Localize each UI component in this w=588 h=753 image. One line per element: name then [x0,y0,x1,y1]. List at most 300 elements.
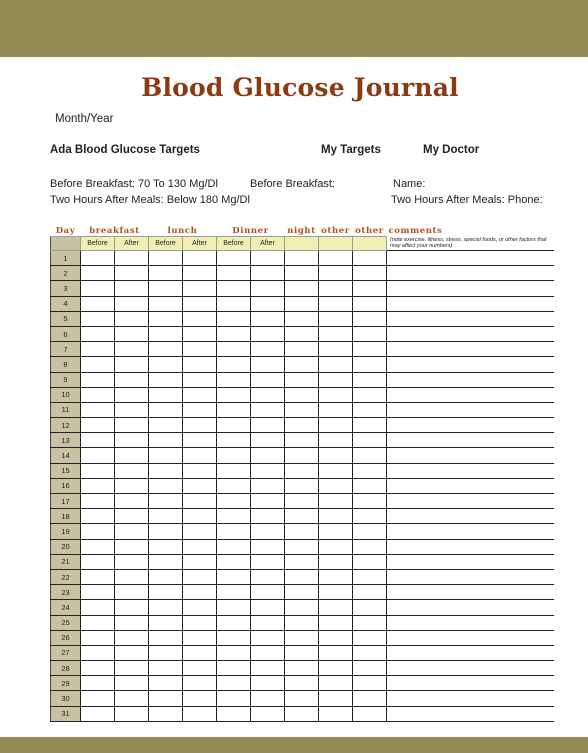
night-cell[interactable] [285,509,319,524]
breakfast-before-cell[interactable] [81,585,115,600]
comments-cell[interactable] [387,418,554,433]
other-1-cell[interactable] [319,372,353,387]
dinner-before-cell[interactable] [217,691,251,706]
lunch-after-cell[interactable] [183,615,217,630]
lunch-before-cell[interactable] [149,585,183,600]
other-2-cell[interactable] [353,539,387,554]
night-cell[interactable] [285,645,319,660]
lunch-before-cell[interactable] [149,281,183,296]
other-1-cell[interactable] [319,402,353,417]
other-1-cell[interactable] [319,326,353,341]
dinner-before-cell[interactable] [217,585,251,600]
dinner-after-cell[interactable] [251,706,285,721]
breakfast-before-cell[interactable] [81,251,115,266]
breakfast-after-cell[interactable] [115,585,149,600]
lunch-after-cell[interactable] [183,296,217,311]
lunch-before-cell[interactable] [149,676,183,691]
breakfast-after-cell[interactable] [115,372,149,387]
lunch-before-cell[interactable] [149,296,183,311]
other-1-cell[interactable] [319,478,353,493]
dinner-before-cell[interactable] [217,251,251,266]
other-1-cell[interactable] [319,433,353,448]
other-2-cell[interactable] [353,418,387,433]
lunch-after-cell[interactable] [183,463,217,478]
lunch-before-cell[interactable] [149,418,183,433]
breakfast-before-cell[interactable] [81,357,115,372]
comments-cell[interactable] [387,326,554,341]
other-1-cell[interactable] [319,615,353,630]
breakfast-before-cell[interactable] [81,661,115,676]
lunch-after-cell[interactable] [183,387,217,402]
other-1-cell[interactable] [319,706,353,721]
breakfast-after-cell[interactable] [115,554,149,569]
other-2-cell[interactable] [353,600,387,615]
night-cell[interactable] [285,676,319,691]
breakfast-before-cell[interactable] [81,326,115,341]
other-2-cell[interactable] [353,478,387,493]
dinner-after-cell[interactable] [251,433,285,448]
breakfast-after-cell[interactable] [115,433,149,448]
lunch-before-cell[interactable] [149,554,183,569]
comments-cell[interactable] [387,691,554,706]
other-2-cell[interactable] [353,342,387,357]
lunch-before-cell[interactable] [149,630,183,645]
other-2-cell[interactable] [353,448,387,463]
night-cell[interactable] [285,706,319,721]
dinner-after-cell[interactable] [251,600,285,615]
other-2-cell[interactable] [353,387,387,402]
other-2-cell[interactable] [353,661,387,676]
breakfast-after-cell[interactable] [115,600,149,615]
breakfast-before-cell[interactable] [81,706,115,721]
comments-cell[interactable] [387,433,554,448]
dinner-after-cell[interactable] [251,630,285,645]
other-1-cell[interactable] [319,342,353,357]
lunch-before-cell[interactable] [149,357,183,372]
breakfast-before-cell[interactable] [81,524,115,539]
breakfast-after-cell[interactable] [115,251,149,266]
breakfast-before-cell[interactable] [81,418,115,433]
dinner-after-cell[interactable] [251,645,285,660]
other-2-cell[interactable] [353,372,387,387]
breakfast-after-cell[interactable] [115,645,149,660]
breakfast-after-cell[interactable] [115,691,149,706]
night-cell[interactable] [285,433,319,448]
comments-cell[interactable] [387,524,554,539]
other-1-cell[interactable] [319,463,353,478]
dinner-after-cell[interactable] [251,463,285,478]
dinner-after-cell[interactable] [251,326,285,341]
comments-cell[interactable] [387,509,554,524]
night-cell[interactable] [285,524,319,539]
breakfast-after-cell[interactable] [115,311,149,326]
dinner-before-cell[interactable] [217,676,251,691]
other-1-cell[interactable] [319,645,353,660]
other-1-cell[interactable] [319,554,353,569]
other-2-cell[interactable] [353,433,387,448]
dinner-after-cell[interactable] [251,676,285,691]
other-2-cell[interactable] [353,357,387,372]
other-1-cell[interactable] [319,251,353,266]
dinner-before-cell[interactable] [217,524,251,539]
dinner-before-cell[interactable] [217,448,251,463]
comments-cell[interactable] [387,585,554,600]
lunch-before-cell[interactable] [149,615,183,630]
dinner-after-cell[interactable] [251,387,285,402]
comments-cell[interactable] [387,342,554,357]
lunch-after-cell[interactable] [183,524,217,539]
dinner-before-cell[interactable] [217,600,251,615]
other-1-cell[interactable] [319,691,353,706]
dinner-after-cell[interactable] [251,448,285,463]
other-2-cell[interactable] [353,494,387,509]
other-2-cell[interactable] [353,402,387,417]
dinner-before-cell[interactable] [217,281,251,296]
breakfast-before-cell[interactable] [81,569,115,584]
dinner-after-cell[interactable] [251,281,285,296]
night-cell[interactable] [285,281,319,296]
other-1-cell[interactable] [319,357,353,372]
other-1-cell[interactable] [319,509,353,524]
lunch-after-cell[interactable] [183,266,217,281]
other-2-cell[interactable] [353,615,387,630]
comments-cell[interactable] [387,357,554,372]
dinner-before-cell[interactable] [217,372,251,387]
night-cell[interactable] [285,615,319,630]
night-cell[interactable] [285,387,319,402]
dinner-after-cell[interactable] [251,615,285,630]
comments-cell[interactable] [387,645,554,660]
other-2-cell[interactable] [353,266,387,281]
breakfast-after-cell[interactable] [115,296,149,311]
lunch-after-cell[interactable] [183,342,217,357]
breakfast-after-cell[interactable] [115,524,149,539]
breakfast-after-cell[interactable] [115,266,149,281]
night-cell[interactable] [285,585,319,600]
dinner-before-cell[interactable] [217,494,251,509]
dinner-before-cell[interactable] [217,554,251,569]
lunch-before-cell[interactable] [149,524,183,539]
other-1-cell[interactable] [319,266,353,281]
breakfast-before-cell[interactable] [81,448,115,463]
night-cell[interactable] [285,251,319,266]
lunch-before-cell[interactable] [149,569,183,584]
dinner-before-cell[interactable] [217,539,251,554]
other-2-cell[interactable] [353,645,387,660]
lunch-after-cell[interactable] [183,539,217,554]
dinner-after-cell[interactable] [251,569,285,584]
other-2-cell[interactable] [353,296,387,311]
breakfast-after-cell[interactable] [115,281,149,296]
comments-cell[interactable] [387,539,554,554]
breakfast-before-cell[interactable] [81,691,115,706]
lunch-after-cell[interactable] [183,357,217,372]
dinner-before-cell[interactable] [217,478,251,493]
dinner-after-cell[interactable] [251,342,285,357]
other-2-cell[interactable] [353,585,387,600]
breakfast-after-cell[interactable] [115,387,149,402]
lunch-after-cell[interactable] [183,645,217,660]
comments-cell[interactable] [387,478,554,493]
lunch-before-cell[interactable] [149,661,183,676]
night-cell[interactable] [285,402,319,417]
night-cell[interactable] [285,326,319,341]
dinner-after-cell[interactable] [251,509,285,524]
dinner-after-cell[interactable] [251,691,285,706]
night-cell[interactable] [285,478,319,493]
lunch-before-cell[interactable] [149,326,183,341]
dinner-before-cell[interactable] [217,387,251,402]
night-cell[interactable] [285,311,319,326]
other-1-cell[interactable] [319,569,353,584]
comments-cell[interactable] [387,266,554,281]
dinner-before-cell[interactable] [217,418,251,433]
breakfast-after-cell[interactable] [115,342,149,357]
dinner-before-cell[interactable] [217,615,251,630]
breakfast-after-cell[interactable] [115,615,149,630]
breakfast-before-cell[interactable] [81,676,115,691]
night-cell[interactable] [285,494,319,509]
lunch-before-cell[interactable] [149,706,183,721]
lunch-before-cell[interactable] [149,266,183,281]
comments-cell[interactable] [387,311,554,326]
other-1-cell[interactable] [319,311,353,326]
lunch-after-cell[interactable] [183,251,217,266]
dinner-after-cell[interactable] [251,296,285,311]
lunch-after-cell[interactable] [183,448,217,463]
dinner-before-cell[interactable] [217,266,251,281]
other-2-cell[interactable] [353,463,387,478]
comments-cell[interactable] [387,296,554,311]
comments-cell[interactable] [387,463,554,478]
dinner-after-cell[interactable] [251,266,285,281]
breakfast-before-cell[interactable] [81,645,115,660]
night-cell[interactable] [285,418,319,433]
breakfast-after-cell[interactable] [115,402,149,417]
lunch-before-cell[interactable] [149,463,183,478]
other-1-cell[interactable] [319,600,353,615]
dinner-after-cell[interactable] [251,418,285,433]
other-1-cell[interactable] [319,494,353,509]
dinner-before-cell[interactable] [217,645,251,660]
comments-cell[interactable] [387,494,554,509]
breakfast-after-cell[interactable] [115,539,149,554]
comments-cell[interactable] [387,251,554,266]
lunch-after-cell[interactable] [183,402,217,417]
breakfast-before-cell[interactable] [81,615,115,630]
lunch-after-cell[interactable] [183,433,217,448]
breakfast-before-cell[interactable] [81,402,115,417]
other-2-cell[interactable] [353,676,387,691]
night-cell[interactable] [285,691,319,706]
dinner-after-cell[interactable] [251,524,285,539]
lunch-before-cell[interactable] [149,691,183,706]
night-cell[interactable] [285,296,319,311]
comments-cell[interactable] [387,615,554,630]
other-1-cell[interactable] [319,524,353,539]
dinner-before-cell[interactable] [217,569,251,584]
breakfast-before-cell[interactable] [81,478,115,493]
dinner-before-cell[interactable] [217,402,251,417]
breakfast-after-cell[interactable] [115,494,149,509]
lunch-before-cell[interactable] [149,539,183,554]
dinner-after-cell[interactable] [251,251,285,266]
breakfast-before-cell[interactable] [81,342,115,357]
lunch-after-cell[interactable] [183,281,217,296]
breakfast-before-cell[interactable] [81,600,115,615]
dinner-before-cell[interactable] [217,357,251,372]
comments-cell[interactable] [387,630,554,645]
dinner-after-cell[interactable] [251,478,285,493]
lunch-after-cell[interactable] [183,311,217,326]
lunch-after-cell[interactable] [183,554,217,569]
other-1-cell[interactable] [319,281,353,296]
other-1-cell[interactable] [319,630,353,645]
night-cell[interactable] [285,554,319,569]
dinner-before-cell[interactable] [217,706,251,721]
breakfast-before-cell[interactable] [81,539,115,554]
other-1-cell[interactable] [319,539,353,554]
dinner-after-cell[interactable] [251,554,285,569]
dinner-before-cell[interactable] [217,296,251,311]
breakfast-after-cell[interactable] [115,418,149,433]
other-2-cell[interactable] [353,691,387,706]
breakfast-after-cell[interactable] [115,676,149,691]
lunch-after-cell[interactable] [183,478,217,493]
lunch-after-cell[interactable] [183,661,217,676]
other-2-cell[interactable] [353,569,387,584]
breakfast-before-cell[interactable] [81,509,115,524]
night-cell[interactable] [285,539,319,554]
other-2-cell[interactable] [353,554,387,569]
lunch-after-cell[interactable] [183,372,217,387]
night-cell[interactable] [285,661,319,676]
breakfast-before-cell[interactable] [81,281,115,296]
other-2-cell[interactable] [353,706,387,721]
lunch-before-cell[interactable] [149,645,183,660]
lunch-after-cell[interactable] [183,494,217,509]
other-1-cell[interactable] [319,296,353,311]
lunch-before-cell[interactable] [149,251,183,266]
night-cell[interactable] [285,372,319,387]
dinner-after-cell[interactable] [251,494,285,509]
comments-cell[interactable] [387,600,554,615]
breakfast-before-cell[interactable] [81,463,115,478]
lunch-after-cell[interactable] [183,509,217,524]
lunch-before-cell[interactable] [149,448,183,463]
breakfast-before-cell[interactable] [81,554,115,569]
lunch-after-cell[interactable] [183,691,217,706]
other-2-cell[interactable] [353,251,387,266]
comments-cell[interactable] [387,448,554,463]
other-2-cell[interactable] [353,311,387,326]
lunch-after-cell[interactable] [183,630,217,645]
lunch-after-cell[interactable] [183,569,217,584]
breakfast-after-cell[interactable] [115,706,149,721]
breakfast-after-cell[interactable] [115,661,149,676]
breakfast-before-cell[interactable] [81,630,115,645]
other-2-cell[interactable] [353,509,387,524]
other-2-cell[interactable] [353,524,387,539]
comments-cell[interactable] [387,402,554,417]
breakfast-before-cell[interactable] [81,296,115,311]
dinner-before-cell[interactable] [217,342,251,357]
lunch-before-cell[interactable] [149,402,183,417]
other-1-cell[interactable] [319,418,353,433]
dinner-after-cell[interactable] [251,357,285,372]
breakfast-after-cell[interactable] [115,448,149,463]
breakfast-before-cell[interactable] [81,266,115,281]
comments-cell[interactable] [387,281,554,296]
dinner-before-cell[interactable] [217,311,251,326]
night-cell[interactable] [285,600,319,615]
night-cell[interactable] [285,357,319,372]
lunch-before-cell[interactable] [149,600,183,615]
lunch-before-cell[interactable] [149,478,183,493]
dinner-after-cell[interactable] [251,372,285,387]
breakfast-after-cell[interactable] [115,326,149,341]
night-cell[interactable] [285,463,319,478]
night-cell[interactable] [285,630,319,645]
dinner-before-cell[interactable] [217,463,251,478]
dinner-before-cell[interactable] [217,630,251,645]
night-cell[interactable] [285,569,319,584]
lunch-after-cell[interactable] [183,706,217,721]
other-1-cell[interactable] [319,676,353,691]
lunch-after-cell[interactable] [183,418,217,433]
lunch-before-cell[interactable] [149,372,183,387]
dinner-before-cell[interactable] [217,326,251,341]
breakfast-after-cell[interactable] [115,463,149,478]
night-cell[interactable] [285,266,319,281]
other-2-cell[interactable] [353,326,387,341]
comments-cell[interactable] [387,706,554,721]
breakfast-after-cell[interactable] [115,478,149,493]
dinner-before-cell[interactable] [217,661,251,676]
breakfast-before-cell[interactable] [81,372,115,387]
lunch-after-cell[interactable] [183,676,217,691]
lunch-before-cell[interactable] [149,342,183,357]
breakfast-before-cell[interactable] [81,387,115,402]
other-2-cell[interactable] [353,630,387,645]
lunch-after-cell[interactable] [183,600,217,615]
lunch-before-cell[interactable] [149,509,183,524]
comments-cell[interactable] [387,387,554,402]
breakfast-before-cell[interactable] [81,311,115,326]
breakfast-after-cell[interactable] [115,357,149,372]
night-cell[interactable] [285,342,319,357]
other-1-cell[interactable] [319,387,353,402]
dinner-before-cell[interactable] [217,433,251,448]
comments-cell[interactable] [387,676,554,691]
lunch-after-cell[interactable] [183,585,217,600]
dinner-after-cell[interactable] [251,311,285,326]
lunch-before-cell[interactable] [149,494,183,509]
other-1-cell[interactable] [319,661,353,676]
breakfast-after-cell[interactable] [115,509,149,524]
comments-cell[interactable] [387,569,554,584]
dinner-after-cell[interactable] [251,402,285,417]
breakfast-after-cell[interactable] [115,630,149,645]
lunch-before-cell[interactable] [149,387,183,402]
other-2-cell[interactable] [353,281,387,296]
dinner-before-cell[interactable] [217,509,251,524]
breakfast-before-cell[interactable] [81,494,115,509]
dinner-after-cell[interactable] [251,661,285,676]
breakfast-before-cell[interactable] [81,433,115,448]
lunch-after-cell[interactable] [183,326,217,341]
lunch-before-cell[interactable] [149,311,183,326]
